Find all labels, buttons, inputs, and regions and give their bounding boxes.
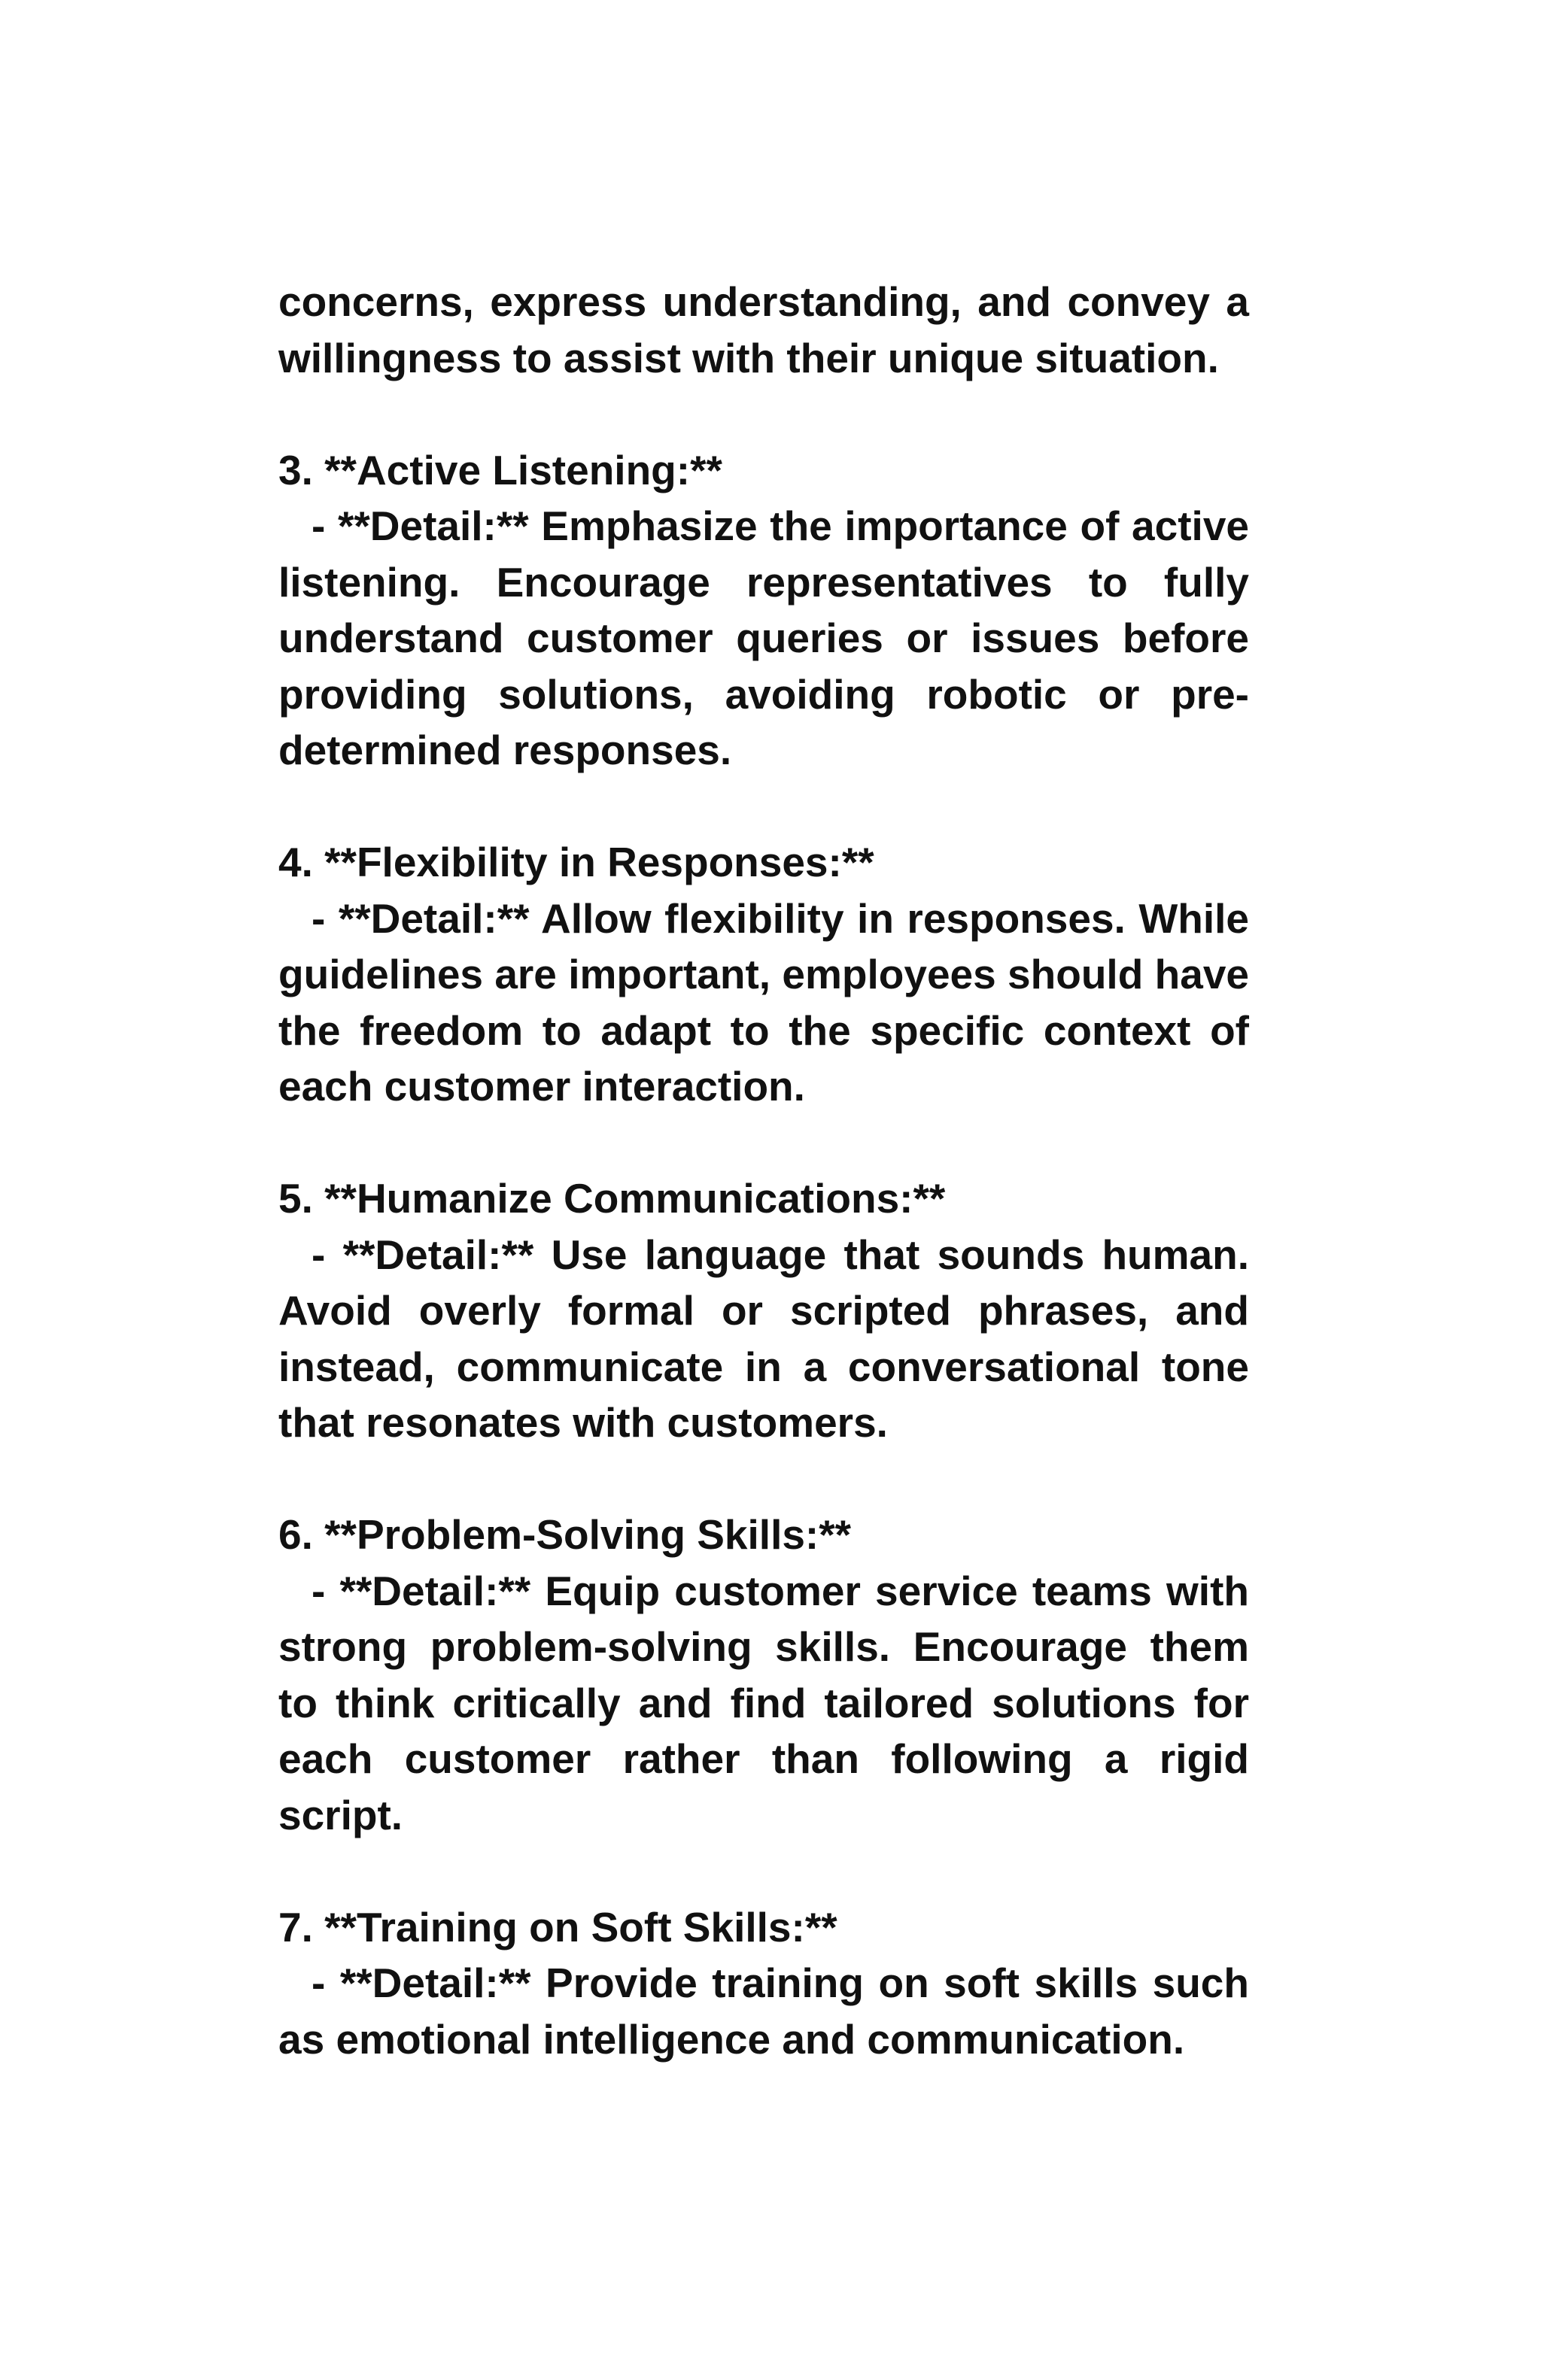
- document-body: [278, 274, 1249, 2067]
- list-item: [278, 1507, 1249, 1843]
- list-item: [278, 1899, 1249, 2068]
- item-heading: 6. **Problem-Solving Skills:**: [278, 1511, 852, 1558]
- list-item: [278, 442, 1249, 779]
- item-detail: - **Detail:** Provide training on soft skills such as emotional intelligence and communication.: [278, 1960, 1249, 2063]
- item-detail: - **Detail:** Emphasize the importance of active listening. Encourage representatives to fully understand customer queries or issues before providing solutions, avoiding robotic or pre-determined responses.: [278, 502, 1249, 773]
- list-item: [278, 834, 1249, 1115]
- item-heading: 3. **Active Listening:**: [278, 446, 722, 493]
- intro-paragraph: concerns, express understanding, and convey a willingness to assist with their unique situation.: [278, 278, 1249, 381]
- item-detail: - **Detail:** Use language that sounds human. Avoid overly formal or scripted phrases, and instead, communicate in a conversational tone that resonates with customers.: [278, 1231, 1249, 1446]
- paragraph-gap: [278, 1115, 1249, 1171]
- item-heading: 7. **Training on Soft Skills:**: [278, 1903, 837, 1950]
- paragraph-gap: [278, 1451, 1249, 1507]
- item-heading: 4. **Flexibility in Responses:**: [278, 839, 874, 885]
- item-detail: - **Detail:** Allow flexibility in responses. While guidelines are important, employees should have the freedom to adapt to the specific context of each customer interaction.: [278, 894, 1249, 1110]
- list-item: [278, 1170, 1249, 1451]
- item-detail: - **Detail:** Equip customer service teams with strong problem-solving skills. Encourage them to think critically and find tailored solutions for each customer rather than following a rigid script.: [278, 1567, 1249, 1838]
- paragraph-gap: [278, 1843, 1249, 1899]
- paragraph-gap: [278, 386, 1249, 442]
- paragraph-gap: [278, 779, 1249, 835]
- item-heading: 5. **Humanize Communications:**: [278, 1175, 946, 1222]
